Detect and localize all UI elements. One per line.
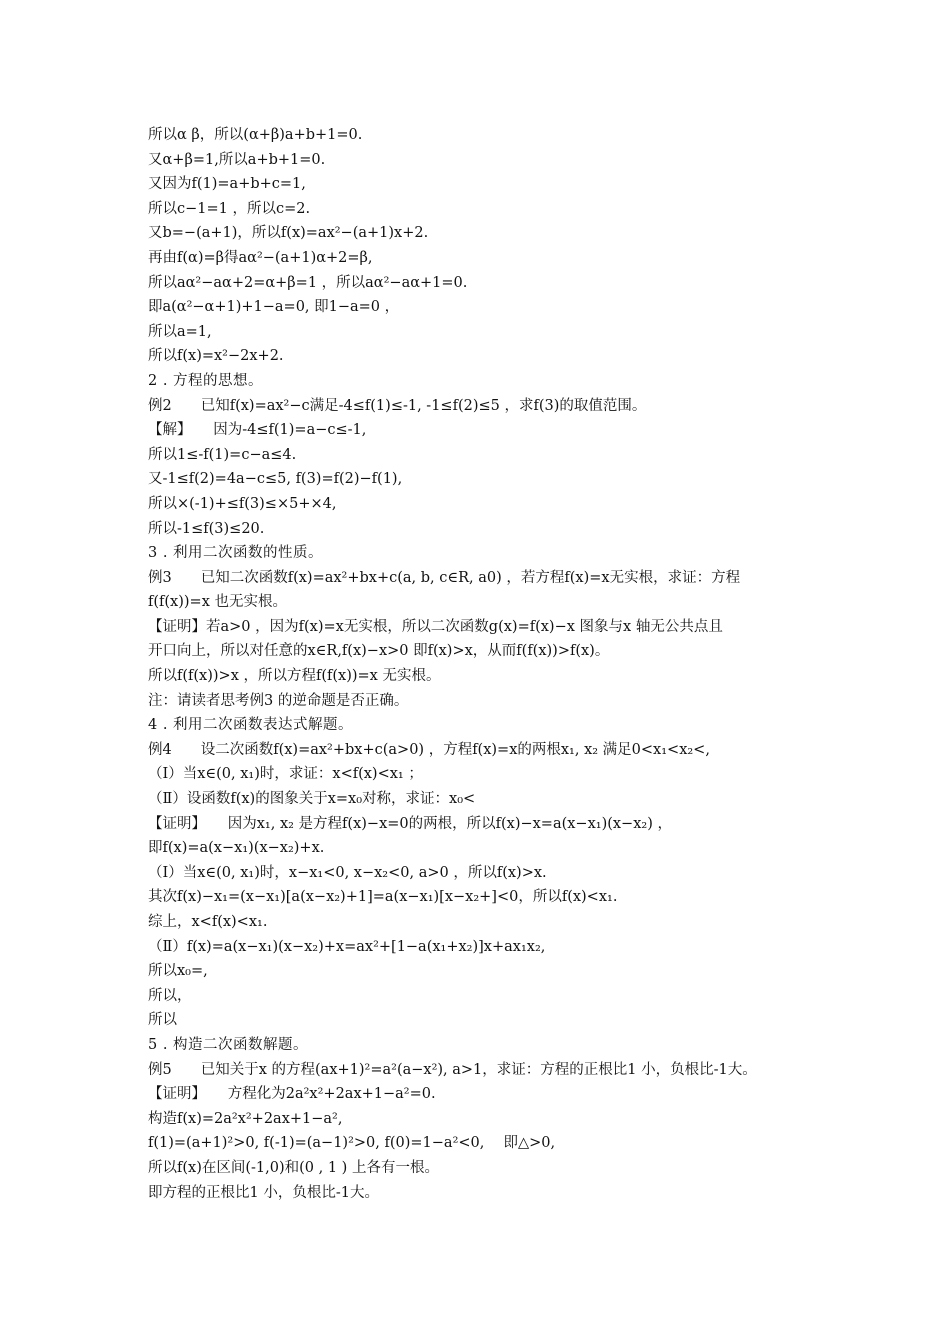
text-line: 开口向上，所以对任意的x∈R,f(x)−x>0 即f(x)>x，从而f(f(x))>f(x)。	[148, 643, 610, 660]
document-body	[148, 123, 828, 1205]
proof-line: 【证明】 方程化为2a²x²+2ax+1−a²=0.	[148, 1086, 436, 1103]
text-line: 综上，x<f(x)<x₁.	[148, 914, 268, 930]
text-line: 所以α β，所以(α+β)a+b+1=0.	[148, 127, 363, 143]
text-line: 所以f(x)=x²−2x+2.	[148, 348, 284, 365]
text-line: 所以-1≤f(3)≤20.	[148, 520, 265, 537]
text-line: 所以	[148, 1012, 177, 1029]
text-line: 所以f(x)在区间(-1,0)和(0 , 1 ) 上各有一根。	[148, 1159, 439, 1176]
section-heading: 4 . 利用二次函数表达式解题。	[148, 717, 354, 734]
text-line: 所以a=1,	[148, 323, 212, 340]
text-line: 即方程的正根比1 小，负根比-1大。	[148, 1184, 379, 1201]
text-line: 又-1≤f(2)=4a−c≤5, f(3)=f(2)−f(1),	[148, 471, 403, 488]
section-heading: 2 . 方程的思想。	[148, 372, 264, 389]
text-line: 其次f(x)−x₁=(x−x₁)[a(x−x₂)+1]=a(x−x₁)[x−x₂+]<0，所以f(x)<x₁.	[148, 889, 618, 906]
text-line: 所以x₀=,	[148, 963, 208, 980]
text-line: f(f(x))=x 也无实根。	[148, 594, 287, 611]
text-line: （Ⅱ）设函数f(x)的图象关于x=x₀对称，求证：x₀<	[148, 791, 476, 808]
text-line: （Ⅰ）当x∈(0, x₁)时，x−x₁<0, x−x₂<0, a>0 ，所以f(x)>x.	[148, 864, 547, 881]
text-line: 所以c−1=1 ，所以c=2.	[148, 200, 311, 217]
text-line: 构造f(x)=2a²x²+2ax+1−a²,	[148, 1110, 343, 1127]
example-statement: 例2 已知f(x)=ax²−c满足-4≤f(1)≤-1, -1≤f(2)≤5 ，求f(3)的取值范围。	[148, 397, 647, 414]
text-line: 所以aα²−aα+2=α+β=1 ，所以aα²−aα+1=0.	[148, 274, 468, 291]
section-heading: 3 . 利用二次函数的性质。	[148, 545, 324, 562]
text-line: 所以×(-1)+≤f(3)≤×5+×4,	[148, 495, 337, 512]
solution-line: 【解】 因为-4≤f(1)=a−c≤-1,	[148, 422, 367, 439]
text-line: （Ⅰ）当x∈(0, x₁)时，求证：x<f(x)<x₁ ；	[148, 766, 423, 783]
text-line: 即f(x)=a(x−x₁)(x−x₂)+x.	[148, 840, 325, 857]
text-line: 所以，	[148, 987, 192, 1004]
text-line: 再由f(α)=β得aα²−(a+1)α+2=β,	[148, 249, 373, 266]
text-line: f(1)=(a+1)²>0, f(-1)=(a−1)²>0, f(0)=1−a²<0, 即△>0,	[148, 1135, 556, 1152]
example-statement: 例5 已知关于x 的方程(ax+1)²=a²(a−x²), a>1，求证：方程的正根比1 小，负根比-1大。	[148, 1061, 757, 1078]
example-statement: 例3 已知二次函数f(x)=ax²+bx+c(a, b, c∈R, a0) ，若方程f(x)=x无实根，求证：方程	[148, 569, 741, 586]
section-heading: 5 . 构造二次函数解题。	[148, 1036, 309, 1053]
text-line: 又b=−(a+1)，所以f(x)=ax²−(a+1)x+2.	[148, 225, 429, 242]
text-line: 所以1≤-f(1)=c−a≤4.	[148, 446, 297, 463]
text-line: 又α+β=1,所以a+b+1=0.	[148, 151, 326, 168]
text-line: 又因为f(1)=a+b+c=1,	[148, 176, 306, 193]
proof-line: 【证明】 因为x₁, x₂ 是方程f(x)−x=0的两根，所以f(x)−x=a(x−x₁)(x−x₂) ，	[148, 815, 672, 832]
text-line: （Ⅱ）f(x)=a(x−x₁)(x−x₂)+x=ax²+[1−a(x₁+x₂)]x+ax₁x₂,	[148, 938, 546, 955]
text-line: 所以f(f(x))>x ，所以方程f(f(x))=x 无实根。	[148, 668, 441, 685]
text-line: 即a(α²−α+1)+1−a=0, 即1−a=0 ，	[148, 299, 400, 316]
note-line: 注：请读者思考例3 的逆命题是否正确。	[148, 692, 409, 709]
proof-line: 【证明】若a>0 ，因为f(x)=x无实根，所以二次函数g(x)=f(x)−x 图象与x 轴无公共点且	[148, 618, 723, 635]
example-statement: 例4 设二次函数f(x)=ax²+bx+c(a>0) ，方程f(x)=x的两根x₁, x₂ 满足0<x₁<x₂<,	[148, 741, 710, 758]
